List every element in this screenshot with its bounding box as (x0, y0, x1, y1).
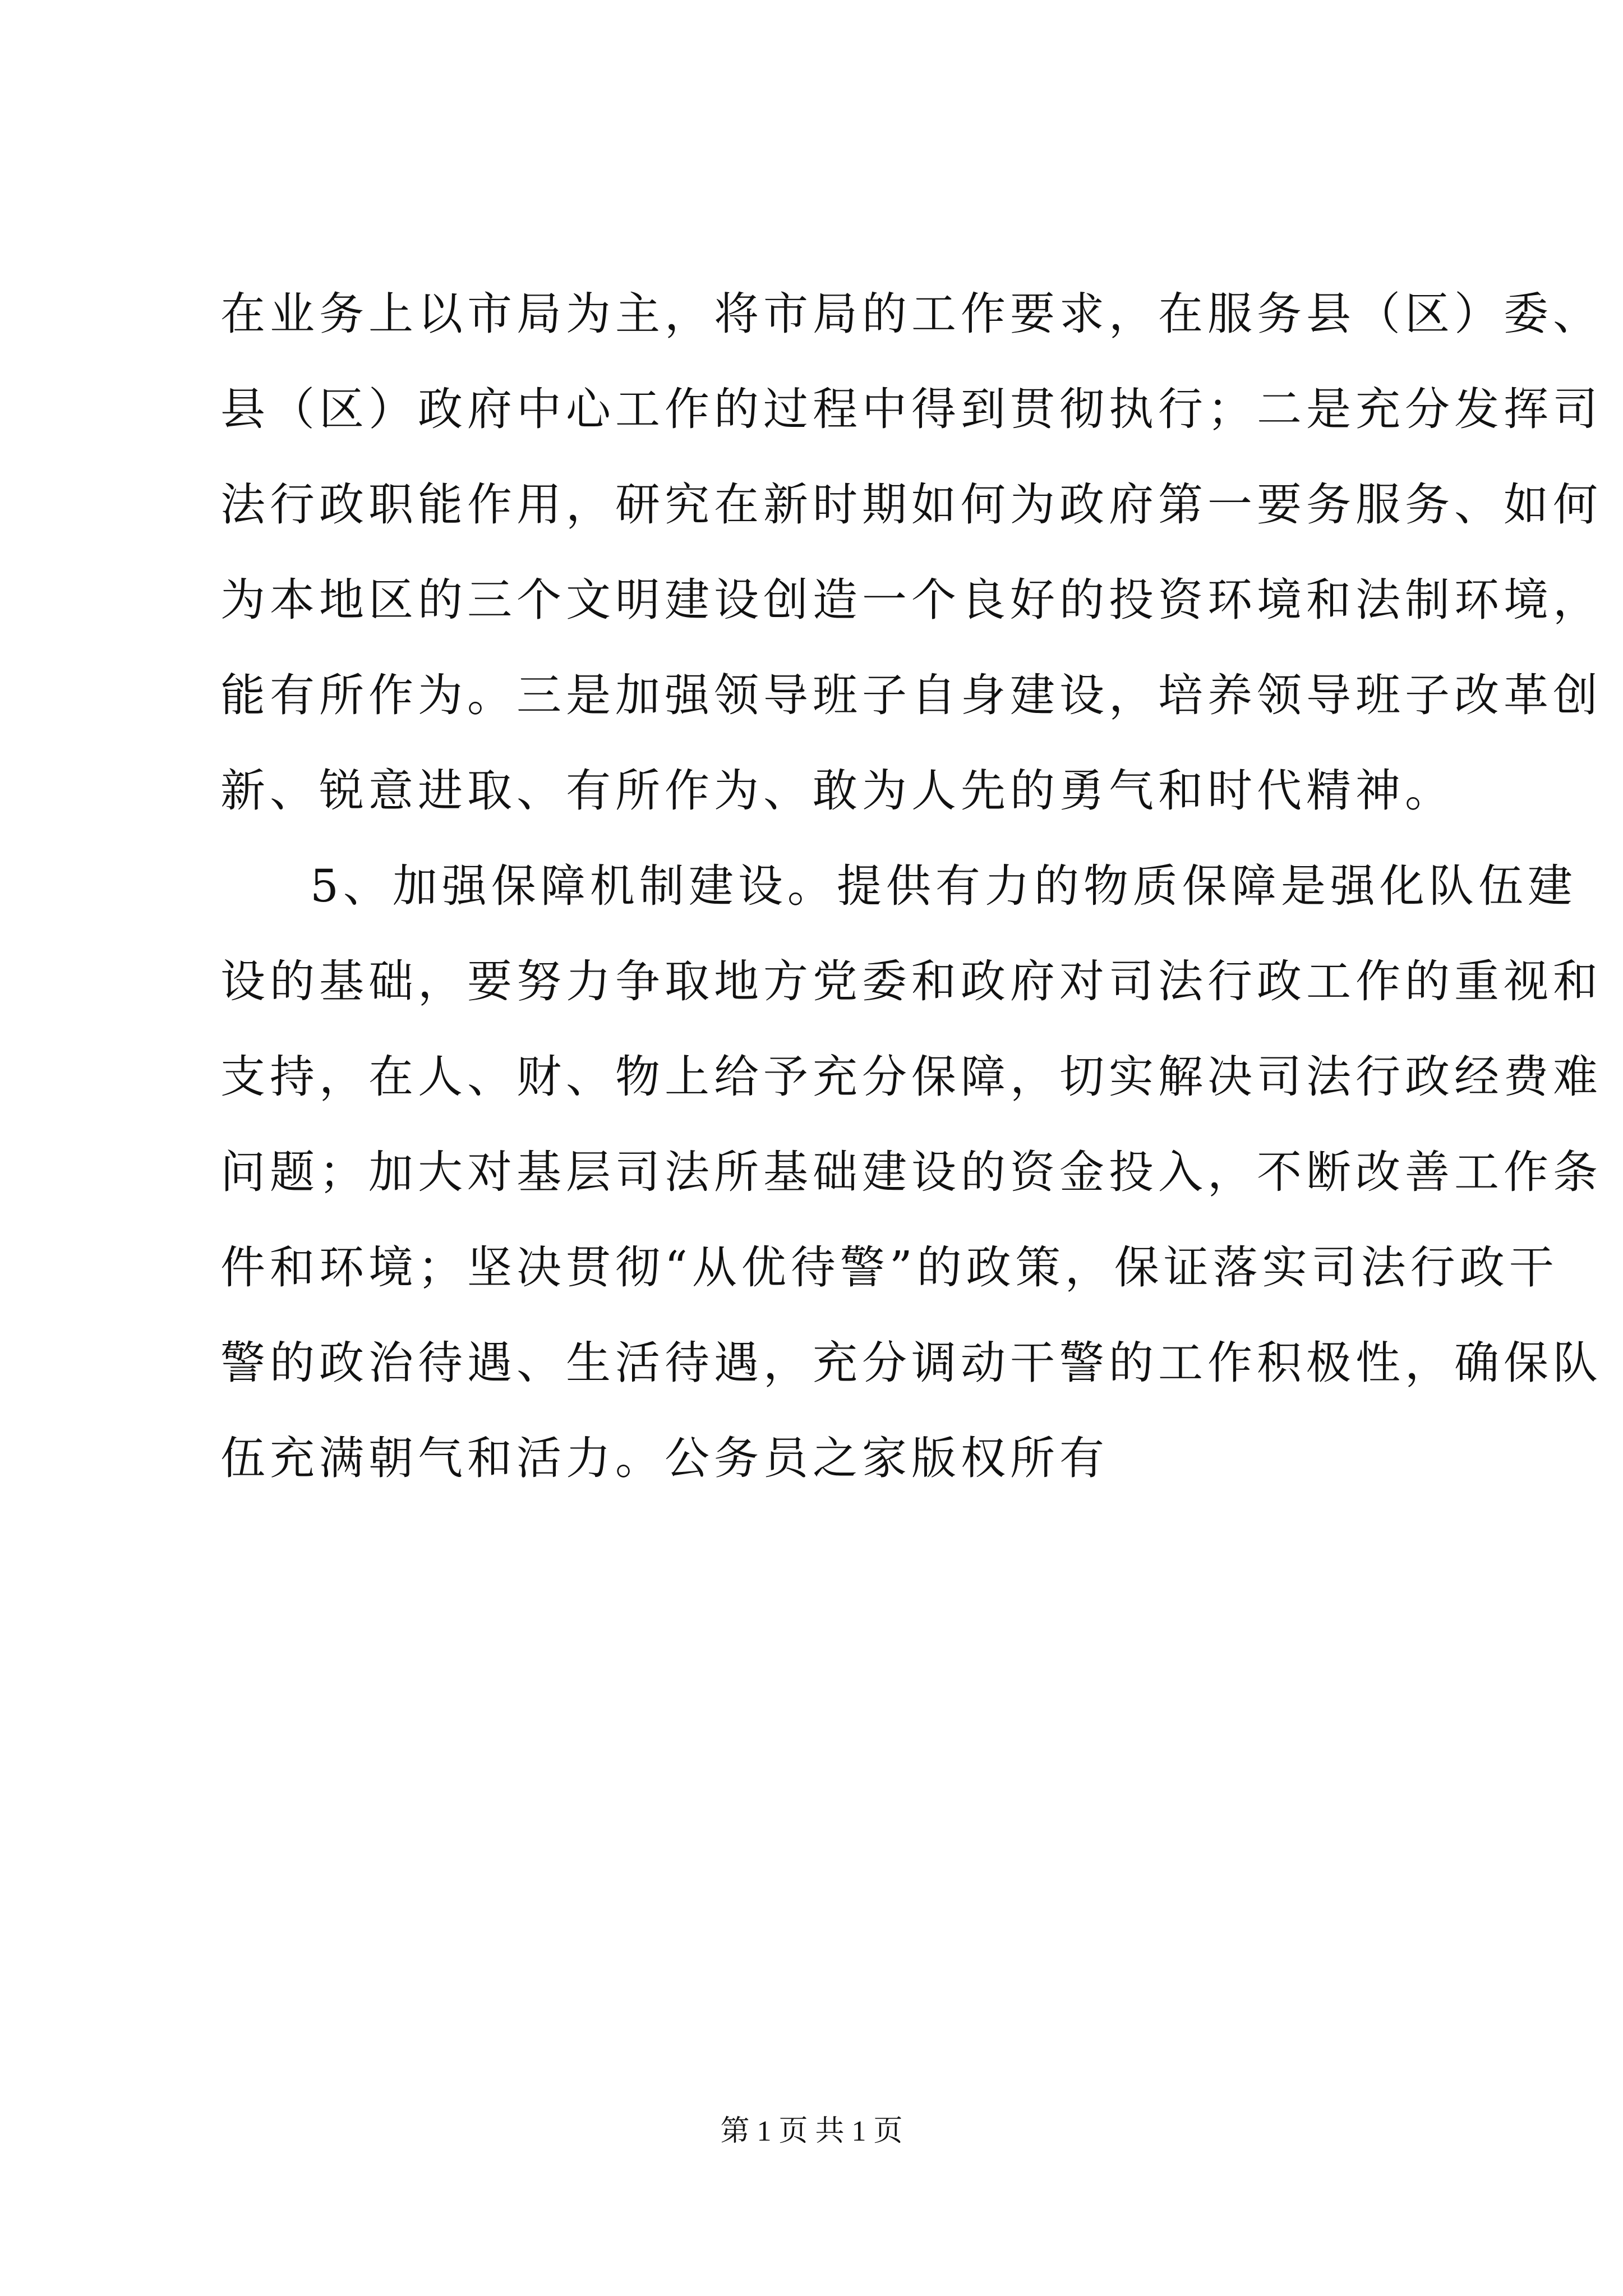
paragraph-1-line-1: 在业务上以市局为主，将市局的工作要求，在服务县（区）委、 (220, 288, 1602, 340)
paragraph-2-line-2: 设的基础，要努力争取地方党委和政府对司法行政工作的重视和 (220, 955, 1602, 1007)
paragraph-2-line-3: 支持，在人、财、物上给予充分保障，切实解决司法行政经费难 (220, 1051, 1602, 1103)
paragraph-1-line-4: 为本地区的三个文明建设创造一个良好的投资环境和法制环境， (220, 574, 1602, 626)
paragraph-2-line-4: 问题；加大对基层司法所基础建设的资金投入，不断改善工作条 (220, 1146, 1602, 1198)
document-body (220, 266, 1602, 1506)
paragraph-1-line-3: 法行政职能作用，研究在新时期如何为政府第一要务服务、如何 (220, 478, 1602, 531)
paragraph-1-line-5: 能有所作为。三是加强领导班子自身建设，培养领导班子改革创 (220, 669, 1602, 721)
page-number-footer: 第 1 页 共 1 页 (720, 2115, 903, 2147)
paragraph-1-line-2: 县（区）政府中心工作的过程中得到贯彻执行；二是充分发挥司 (220, 383, 1602, 435)
paragraph-2-line-1: 5、加强保障机制建设。提供有力的物质保障是强化队伍建 (310, 860, 1577, 912)
paragraph-2-line-7: 伍充满朝气和活力。公务员之家版权所有 (220, 1432, 1109, 1484)
paragraph-2-line-5: 件和环境；坚决贯彻“从优待警”的政策，保证落实司法行政干 (220, 1241, 1559, 1294)
paragraph-2-line-6: 警的政治待遇、生活待遇，充分调动干警的工作积极性，确保队 (220, 1337, 1602, 1389)
paragraph-1-line-6: 新、锐意进取、有所作为、敢为人先的勇气和时代精神。 (220, 765, 1454, 817)
